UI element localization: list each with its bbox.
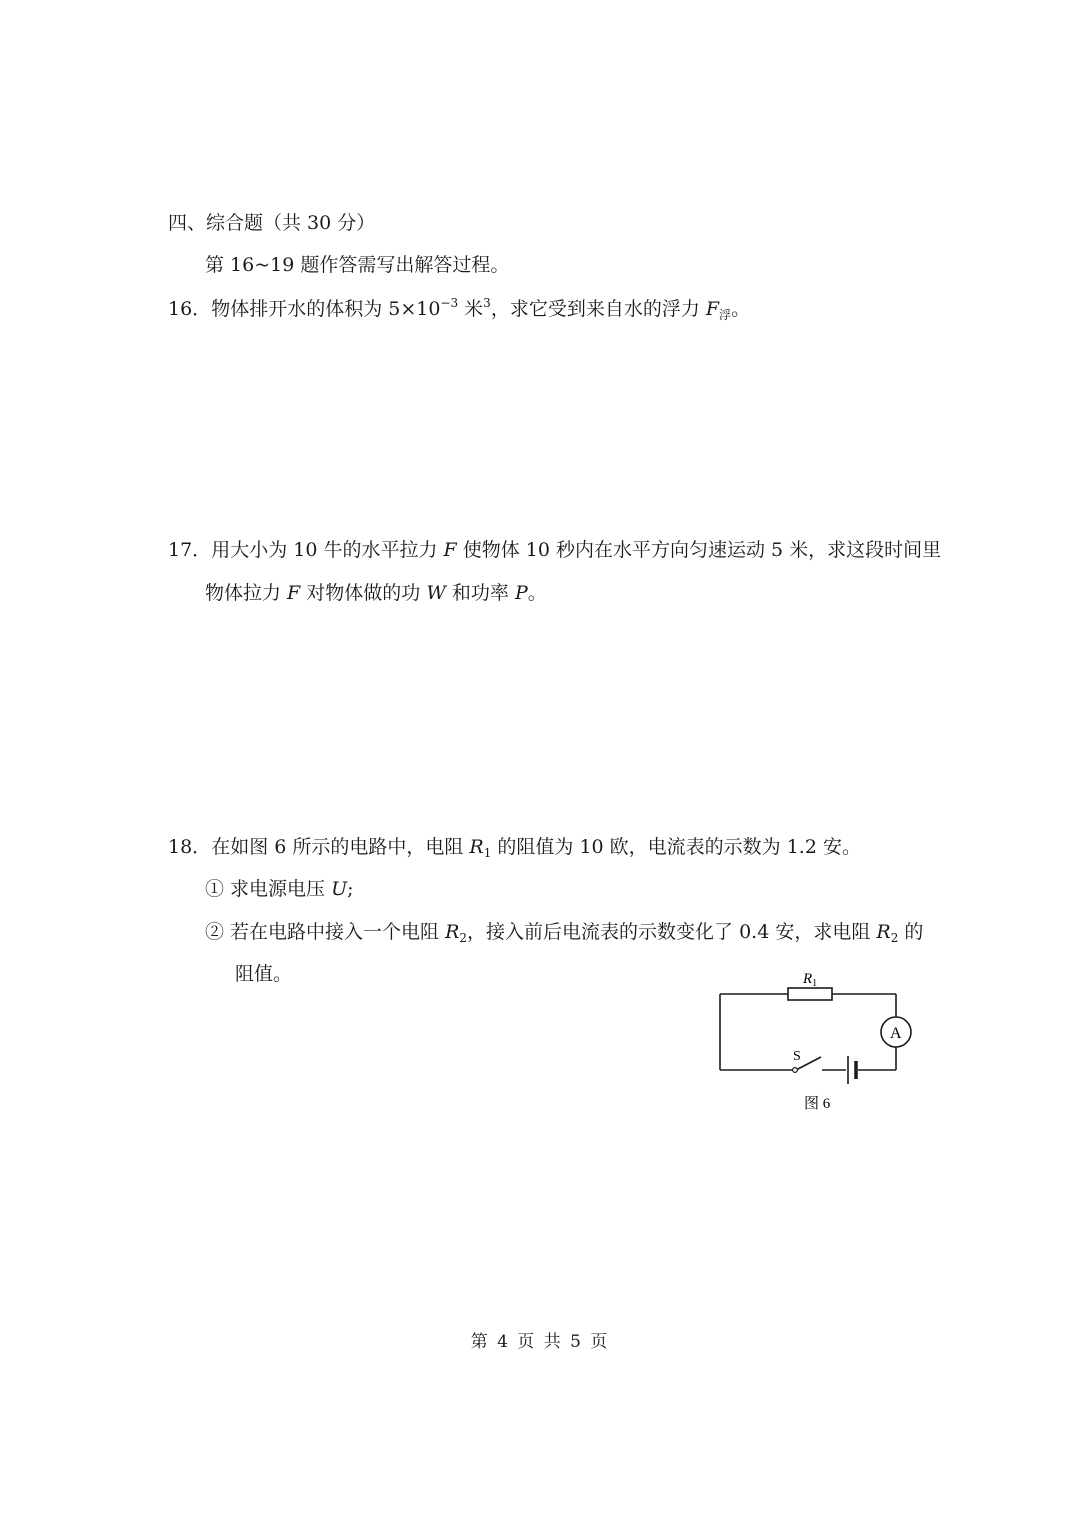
- question-18-line-1: 18．在如图 6 所示的电路中，电阻 $R_1$ 的阻值为 10 欧，电流表的示数为 1.2 安。: [168, 836, 861, 860]
- section-heading: 四、综合题（共 30 分）: [168, 212, 376, 234]
- question-18-part-2: ② 若在电路中接入一个电阻 $R_2$，接入前后电流表的示数变化了 0.4 安，求电阻 $R_2$ 的: [205, 921, 924, 945]
- circuit-diagram: [700, 960, 920, 1120]
- resistor-label: $R_1$: [803, 971, 818, 989]
- question-17-line-2: 物体拉力 F 对物体做的功 W 和功率 P。: [205, 582, 547, 604]
- question-16: 16．物体排开水的体积为 $5\times 10^{-3}$ 米$^3$，求它受到来自水的浮力 $F_浮$。: [168, 296, 751, 322]
- question-18-part-2-cont: 阻值。: [235, 963, 293, 985]
- question-number: 16．: [168, 298, 212, 320]
- section-instruction: 第 16~19 题作答需写出解答过程。: [205, 254, 510, 276]
- ammeter-label: A: [890, 1025, 902, 1042]
- question-17-line-1: 17．用大小为 10 牛的水平拉力 F 使物体 10 秒内在水平方向匀速运动 5 米，求这段时间里: [168, 539, 942, 561]
- question-number: 17．: [168, 539, 212, 561]
- resistor-symbol: [788, 988, 832, 1000]
- switch-contact: [793, 1068, 798, 1073]
- switch-label: S: [793, 1049, 801, 1064]
- figure-caption: 图 6: [804, 1096, 831, 1112]
- page-footer: 第 4 页 共 5 页: [470, 1332, 610, 1352]
- question-number: 18．: [168, 836, 212, 858]
- question-18-part-1: ① 求电源电压 U;: [205, 878, 354, 900]
